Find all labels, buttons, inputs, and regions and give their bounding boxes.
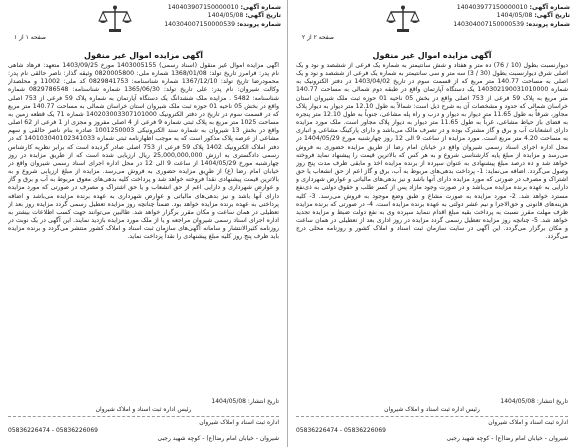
signatory: رئیس اداره ثبت اسناد و املاک شیروان bbox=[384, 406, 480, 413]
notice-title: آگهی مزایده اموال غیر منقول bbox=[84, 51, 203, 60]
footer-divider bbox=[296, 416, 568, 417]
publish-date: تاریخ انتشار: 1404/05/08 bbox=[211, 398, 279, 405]
scales-emblem-icon bbox=[386, 4, 420, 34]
notice-body bbox=[8, 62, 279, 392]
notice-title: آگهی مزایده اموال غیر منقول bbox=[372, 51, 492, 60]
notice-page-right bbox=[288, 0, 576, 447]
scales-emblem-icon bbox=[98, 4, 132, 34]
notice-number: 140403977150000010 bbox=[456, 4, 528, 11]
case-number: 140304007150000539 bbox=[164, 20, 236, 28]
notice-meta bbox=[164, 4, 281, 29]
office-address: شیروان - خیابان امام رضا(ع) - کوچه شهید رجبی bbox=[446, 435, 568, 442]
case-number: 140304007150000539 bbox=[453, 20, 525, 28]
office-phone: 05836226474 - 05836226069 bbox=[296, 427, 386, 434]
notice-date-label: تاریخ آگهی: bbox=[534, 12, 570, 20]
office-address: شیروان - خیابان امام رضا(ع) - کوچه شهید رجبی bbox=[157, 435, 279, 442]
office-name: اداره ثبت اسناد و املاک شیروان bbox=[488, 419, 568, 426]
notice-meta bbox=[453, 4, 570, 29]
notice-body-text: دیوارنسبت بطول (10 / 76) ده متر و هفتاد و شش سانتیمتر به شماره یک فرعی از ششصد و نود و یک اصلی شرق دیوارنسبت بطول (30 / 3) سه متر و سی سانتیمتر به شماره یک فرعی از ششصد و نود و یک اصلی به مساحت 140.77 متر مربع که از قسمت سوم در تاریخ 1403/04/02 در دفتر الکترونیک به شماره 140302190031010000 یک دستگاه آپارتمان واقع در طبقه دوم شمالی به مساحت 140.77 متر مربع به پلاک 59 فرعی از 753 اصلی واقع در بخش 05 ناحیه 01 حوزه ثبت ملک شیروان استان خراسان شمالی که حدود و مشخصات آن به شرح ذیل است: شمالاً به طول 12.10 متر دیوار به دیوار پلاک مجاور، شرقاً به طول 11.65 متر دیوار به دیوار و درب و راه پله مشاعی، جنوباً به طول 12.10 متر پنجره به فضای باز حیاط مشاعی، غرباً به طول 11.65 متر دیوار به دیوار پلاک مجاور است. ملک مورد مزایده دارای انشعابات آب و برق و گاز مشترک بوده و در تصرف مالک می‌باشد و دارای پارکینگ مشاعی و انباری به مساحت 4.20 متر مربع است. مورد مزایده از ساعت 9 الی 12 روز چهارشنبه مورخ 1404/05/29 در محل اداره اجرای اسناد رسمی شیروان واقع در خیابان امام رضا از طریق مزایده حضوری به فروش می‌رسد و مزایده از مبلغ پایه کارشناسی شروع و به هر کس که بالاترین قیمت را پیشنهاد نماید فروخته خواهد شد و ده درصد مبلغ پیشنهادی به عنوان سپرده از برنده مزایده اخذ و مابقی ظرف مدت پنج روز وصول می‌گردد. اضافه می‌نماید: 1- پرداخت بدهی‌های مربوط به آب، برق و گاز اعم از حق انشعاب یا حق اشتراک و مصرف در صورتی که مورد مزایده دارای آنها باشد و نیز بدهی‌های مالیاتی و عوارض شهرداری و دارایی به عهده برنده مزایده می‌باشد و در صورت وجود مازاد پس از کسر طلب و حقوق دولتی به ذی‌نفع مسترد خواهد شد. 2- مورد مزایده به صورت مشاع و طبق وضع موجود به فروش می‌رسد. 3- کلیه هزینه‌های قانونی و حق‌الاجرا و نیم عشر دولتی به عهده برنده مزایده است. 4- در صورتی که برنده مزایده ظرف مهلت مقرر نسبت به پرداخت بقیه مبلغ اقدام ننماید سپرده وی به نفع دولت ضبط و مزایده تجدید خواهد شد. 5- چنانچه روز مزایده تعطیل رسمی گردد مزایده در روز اداری بعد از تعطیلی در همان ساعت و مکان برگزار می‌گردد. این آگهی در سایت سازمان ثبت اسناد و املاک کشور و روزنامه محلی درج می‌گردد. bbox=[296, 62, 568, 241]
case-number-label: شماره پرونده: bbox=[237, 20, 281, 28]
notice-header bbox=[0, 4, 287, 46]
notice-header bbox=[288, 4, 576, 46]
office-name: اداره ثبت اسناد و املاک شیروان bbox=[199, 419, 279, 426]
page-number: صفحه ۲ از ۲ bbox=[302, 34, 334, 41]
notice-footer bbox=[8, 398, 279, 442]
publish-date: تاریخ انتشار: 1404/05/08 bbox=[500, 398, 568, 405]
office-phone: 05836226474 - 05836226069 bbox=[8, 427, 98, 434]
notice-body-text: آگهی مزایده اموال غیر منقول (اسناد رسمی) 1403005155 مورخ 1403/09/25 متعهد: فرهاد شاهی نام پدر: فرامرز تاریخ تولد: 1368/01/08 شماره ملی: 0820005800 وثیقه گذار: ناصر حالقی نام پدر: محمودرضا تاریخ تولد: 1367/12/10 شماره شناسنامه: 0829841753 کد ملی: 11002 و محلصدار وکالت شیروان: نام پدر: علی تاریخ تولد: 1365/06/30 شماره شناسنامه: 0829786548 شماره شناسنامه: 5482 . مزایده ملک ششدانگ یک دستگاه آپارتمان به شماره پلاک 59 فرعی از 753 اصلی واقع در بخش 05 ناحیه 01 حوزه ثبت ملک شیروان استان خراسان شمالی به مساحت 140.77 متر مربع که در قسمت سوم در تاریخ در دفتر الکترونیک 140203003307101000 شماره 71 یک قطعه زمین به مساحت 1025 متر مربع به پلاک ثبتی شماره 9 فرعی از 4 اصلی مفروز و مجزی از 1 فرعی از 62 اصلی واقع در بخش 13 شیروان به شماره سند الکترونیکی 1001250003 صادره بنام ناصر حالقی و سهم مشاعی از عرصه پلاک مذکور است که به موجب اظهارنامه ثبتی شماره 140103040102341033 که در دفتر املاک الکترونیک 1402 پلاک 59 فرعی از 753 اصلی صادر گردیده است که برابر نظریه کارشناس رسمی دادگستری به ارزش 25,000,000,000 ریال ارزیابی شده است که از طریق مزایده در روز چهارشنبه مورخ 1404/05/29 از ساعت 9 الی 12 در محل اداره اجرای اسناد رسمی شیروان واقع در خیابان امام رضا (ع) از طریق مزایده حضوری به فروش می‌رسد. مزایده از مبلغ ارزیابی شروع و به بالاترین قیمت پیشنهادی نقداً فروخته خواهد شد و پرداخت کلیه بدهی‌های معوق مربوط به آب و برق و گاز و عوارض شهرداری و دارایی اعم از حق انشعاب و یا حق اشتراک و مصرف در صورتی که مورد مزایده دارای آنها باشد و نیز بدهی‌های مالیاتی و عوارض شهرداری به عهده برنده مزایده می‌باشد و اضافه پرداختی به عهده برنده مزایده خواهد بود. ضمناً چنانچه روز مزایده تعطیل رسمی گردد مزایده روز بعد از تعطیلی در همان ساعت و مکان مقرر برگزار خواهد شد. طالبین می‌توانند جهت کسب اطلاعات بیشتر به اداره اجرای اسناد رسمی شیروان مراجعه و یا از ملک مورد مزایده بازدید نمایند. این آگهی در یک نوبت در روزنامه کثیرالانتشار و سامانه آگهی‌های سازمان ثبت اسناد و املاک کشور منتشر می‌گردد و برنده مزایده باید ظرف پنج روز کلیه مبلغ پیشنهادی را نقداً پرداخت نماید. bbox=[8, 62, 279, 241]
notice-number-label: شماره آگهی: bbox=[529, 4, 570, 11]
page-number: صفحه ۱ از ۱ bbox=[14, 34, 46, 41]
notice-number-label: شماره آگهی: bbox=[240, 4, 281, 11]
footer-divider bbox=[8, 416, 279, 417]
case-number-label: شماره پرونده: bbox=[526, 20, 570, 28]
notice-number: 140403907150000010 bbox=[167, 4, 239, 11]
notice-date-label: تاریخ آگهی: bbox=[245, 12, 281, 20]
notice-date: 1404/05/08 bbox=[496, 12, 533, 20]
notice-body bbox=[296, 62, 568, 392]
notice-date: 1404/05/08 bbox=[207, 12, 244, 20]
notice-footer bbox=[296, 398, 568, 442]
signatory: رئیس اداره ثبت اسناد و املاک شیروان bbox=[95, 406, 192, 413]
